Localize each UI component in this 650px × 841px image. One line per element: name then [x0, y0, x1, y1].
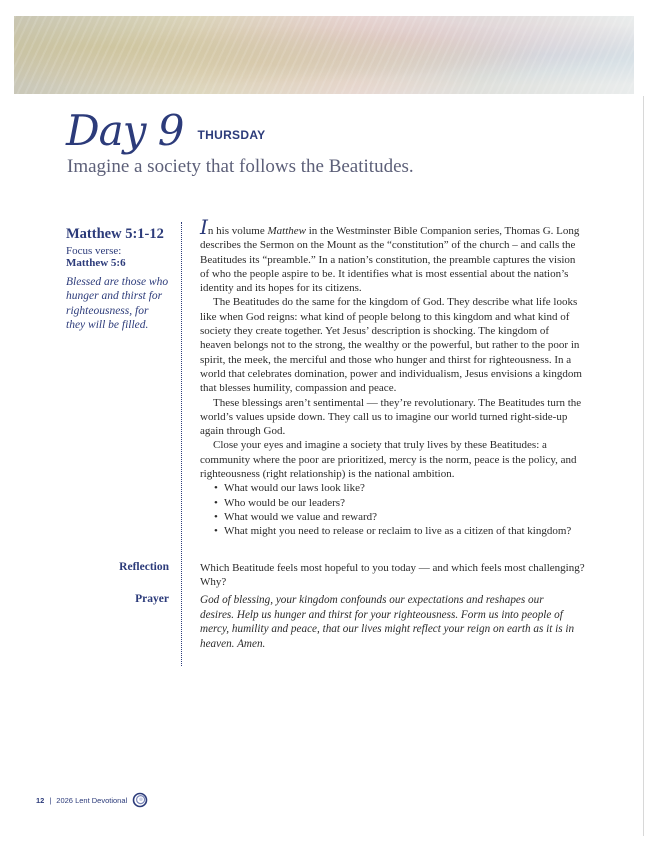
focus-verse-label: Focus verse: — [66, 245, 122, 257]
list-item: • What might you need to release or reclaim to live as a citizen of that kingdom? — [214, 524, 582, 538]
page-number: 12 — [36, 795, 45, 805]
paragraph-1-rest: in the Westminster Bible Companion series, Thomas G. Long describes the Sermon on the Mount as the “constitution” of the church – and calls the Beatitudes its “preamble.” In a nation’s constitution, the preamble captures the vision of who the people aspire to be. It identifies what is most essential about the nation’s identity and its hopes for its citizens. — [200, 225, 580, 295]
book-title: Matthew — [267, 225, 306, 237]
dotted-divider — [181, 222, 182, 666]
header-banner-image — [14, 16, 634, 94]
weekday-label: THURSDAY — [197, 128, 266, 142]
focus-verse-reference: Matthew 5:6 — [66, 257, 126, 269]
scripture-reference: Matthew 5:1-12 — [66, 226, 164, 242]
swirl-logo-icon — [132, 792, 148, 808]
focus-verse-text: Blessed are those who hunger and thirst for righteousness, for they will be filled. — [66, 276, 169, 332]
reflection-label: Reflection — [119, 561, 169, 573]
day-heading — [66, 106, 266, 155]
page-footer — [36, 792, 148, 808]
drop-cap: I — [200, 215, 208, 239]
list-item: • Who would be our leaders? — [214, 496, 582, 510]
list-item: • What would we value and reward? — [214, 510, 582, 524]
list-item: • What would our laws look like? — [214, 481, 582, 495]
footer-separator: | — [49, 795, 52, 805]
paragraph-1 — [200, 215, 582, 295]
reflection-text: Which Beatitude feels most hopeful to you today — and which feels most challenging? Why? — [200, 562, 585, 589]
paragraph-2: The Beatitudes do the same for the kingdom of God. They describe what life looks like when God reigns: what kind of people belong to this kingdom and what kind of society they create together. Yet Jesus’ description is shocking. The kingdom of heaven belongs not to the strong, the wealthy or the powerful, but rather to the poor in spirit, the meek, the merciful and those who hunger and thirst for righteousness. In a world that celebrates domination, power and individualism, Jesus envisions a kingdom that blesses humility, compassion and peace. — [200, 296, 582, 395]
prayer-label: Prayer — [135, 593, 169, 605]
day-label: Day 9 — [66, 106, 184, 155]
devotional-body — [200, 215, 582, 539]
page-edge-line — [643, 96, 644, 836]
question-list — [200, 481, 582, 538]
page-title: Imagine a society that follows the Beatitudes. — [67, 156, 414, 177]
paragraph-3: These blessings aren’t sentimental — they’re revolutionary. The Beatitudes turn the world’s values upside down. They call us to imagine our world turned right-side-up again through God. — [200, 396, 582, 438]
paragraph-1-lead: n his volume — [207, 225, 268, 237]
paragraph-4: Close your eyes and imagine a society that truly lives by these Beatitudes: a community where the poor are prioritized, mercy is the norm, peace is the policy, and righteousness (right relationship) is the national ambition. — [200, 439, 577, 481]
prayer-text: God of blessing, your kingdom confounds our expectations and reshapes our desires. Help us hunger and thirst for your righteousness. Form us into people of mercy, humility and peace, that our lives might reflect your reign on earth as it is in heaven. Amen. — [200, 594, 575, 650]
publication-title: 2026 Lent Devotional — [56, 795, 128, 805]
scripture-sidebar — [66, 226, 170, 333]
